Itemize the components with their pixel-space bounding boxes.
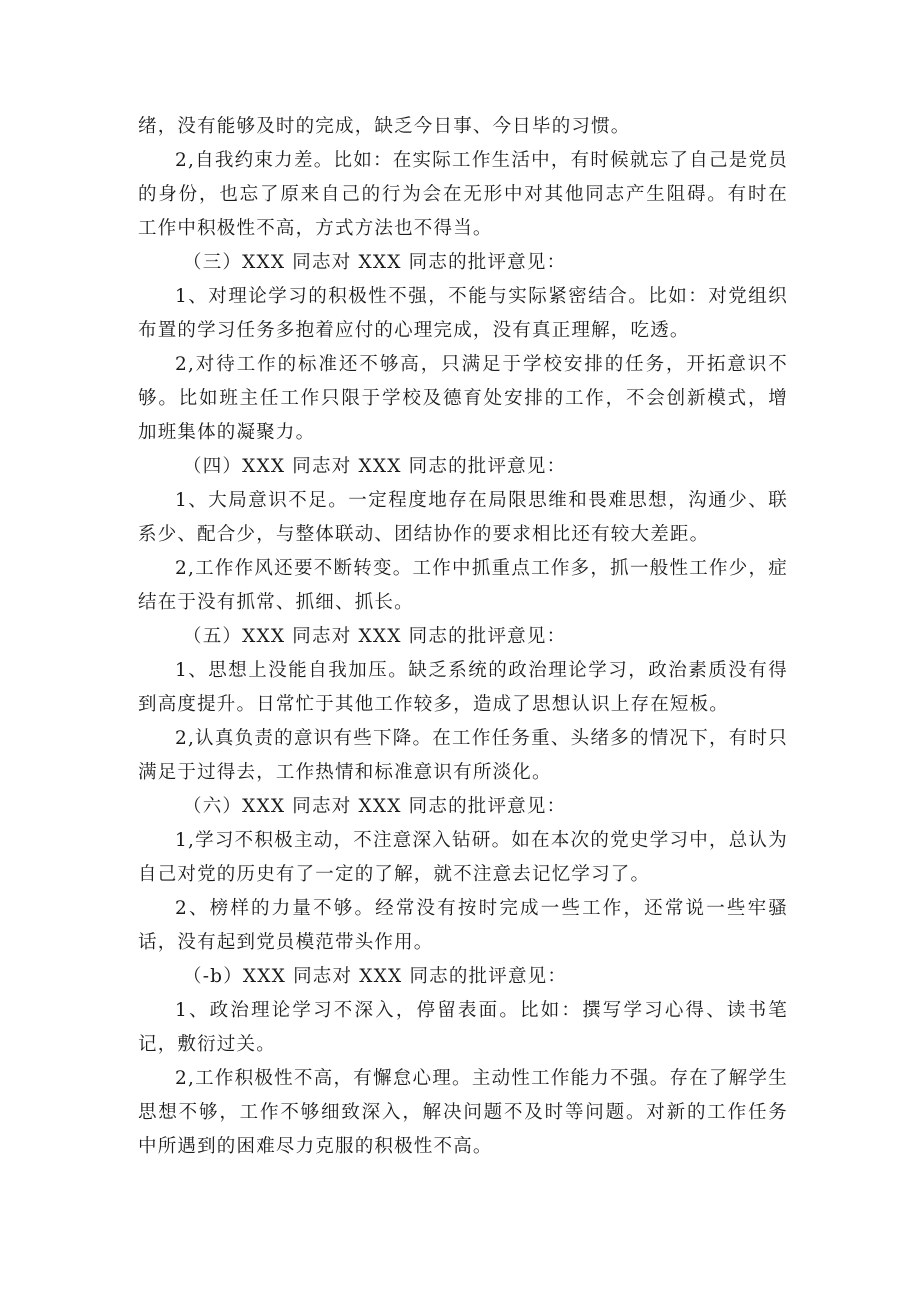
paragraph: 2、榜样的力量不够。经常没有按时完成一些工作，还常说一些牢骚话，没有起到党员模范带头作用。 — [138, 898, 788, 953]
paragraph: 1、对理论学习的积极性不强，不能与实际紧密结合。比如：对党组织布置的学习任务多抱着应付的心理完成，没有真正理解，吃透。 — [138, 286, 788, 341]
section-heading: （六）XXX 同志对 XXX 同志的批评意见： — [183, 796, 567, 817]
section-heading: （三）XXX 同志对 XXX 同志的批评意见： — [183, 252, 567, 273]
paragraph: 1、政治理论学习不深入，停留表面。比如：撰写学习心得、读书笔记，敷衍过关。 — [138, 1000, 788, 1055]
paragraph: 2,认真负责的意识有些下降。在工作任务重、头绪多的情况下，有时只满足于过得去，工作热情和标准意识有所淡化。 — [138, 728, 788, 783]
paragraph: 1、思想上没能自我加压。缺乏系统的政治理论学习，政治素质没有得到高度提升。日常忙于其他工作较多，造成了思想认识上存在短板。 — [138, 660, 788, 715]
document-body — [138, 110, 788, 1164]
paragraph: 2,工作作风还要不断转变。工作中抓重点工作多，抓一般性工作少，症结在于没有抓常、抓细、抓长。 — [138, 558, 788, 613]
paragraph-continuation: 绪，没有能够及时的完成，缺乏今日事、今日毕的习惯。 — [138, 116, 631, 137]
paragraph: 1,学习不积极主动，不注意深入钻研。如在本次的党史学习中，总认为自己对党的历史有了一定的了解，就不注意去记忆学习了。 — [138, 830, 788, 885]
paragraph: 1、大局意识不足。一定程度地存在局限思维和畏难思想，沟通少、联系少、配合少，与整体联动、团结协作的要求相比还有较大差距。 — [138, 490, 788, 545]
paragraph: 2,工作积极性不高，有懈怠心理。主动性工作能力不强。存在了解学生思想不够，工作不够细致深入，解决问题不及时等问题。对新的工作任务中所遇到的困难尽力克服的积极性不高。 — [138, 1068, 788, 1157]
section-heading: （四）XXX 同志对 XXX 同志的批评意见： — [183, 456, 567, 477]
section-heading: （五）XXX 同志对 XXX 同志的批评意见： — [183, 626, 567, 647]
paragraph: 2,对待工作的标准还不够高，只满足于学校安排的任务，开拓意识不够。比如班主任工作只限于学校及德育处安排的工作，不会创新模式，增加班集体的凝聚力。 — [138, 354, 788, 443]
paragraph: 2,自我约束力差。比如：在实际工作生活中，有时候就忘了自己是党员的身份，也忘了原来自己的行为会在无形中对其他同志产生阻碍。有时在工作中积极性不高，方式方法也不得当。 — [138, 150, 788, 239]
section-heading: （-b）XXX 同志对 XXX 同志的批评意见： — [183, 966, 568, 987]
